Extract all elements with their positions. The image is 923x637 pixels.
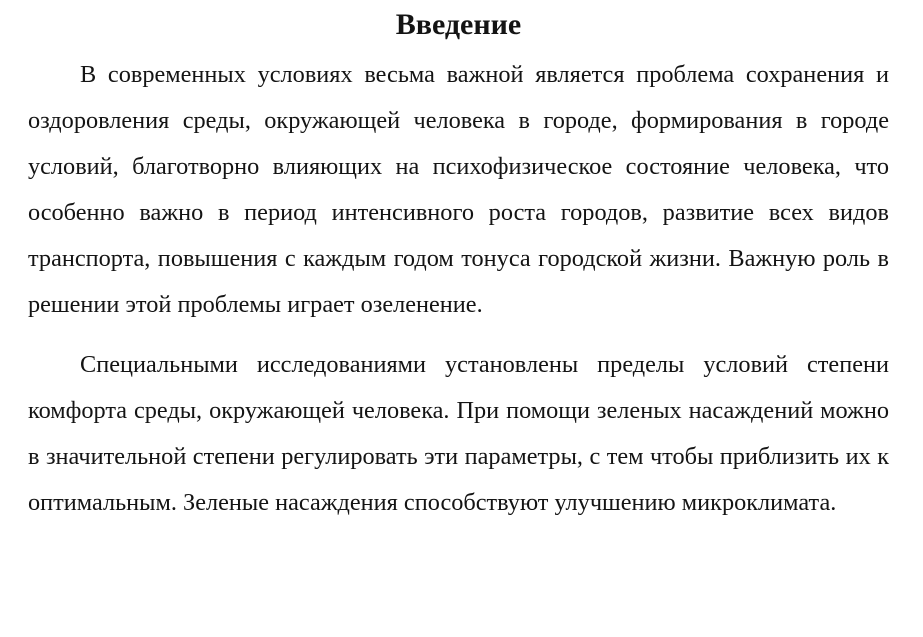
paragraph-1: В современных условиях весьма важной является проблема сохранения и оздоровления среды, окружающей человека в городе, формирования в городе условий, благотворно влияющих на психофизическое состояние человека, что особенно важно в период интенсивного роста городов, развитие всех видов транспорта, повышения с каждым годом тонуса городской жизни. Важную роль в решении этой проблемы играет озеленение. xyxy=(28,61,889,318)
page-title: Введение xyxy=(395,8,522,41)
paragraph-2: Специальными исследованиями установлены пределы условий степени комфорта среды, окружающей человека. При помощи зеленых насаждений можно в значительной степени регулировать эти параметры, с тем чтобы приблизить их к оптимальным. Зеленые насаждения способствуют улучшению микроклимата. xyxy=(28,351,889,516)
